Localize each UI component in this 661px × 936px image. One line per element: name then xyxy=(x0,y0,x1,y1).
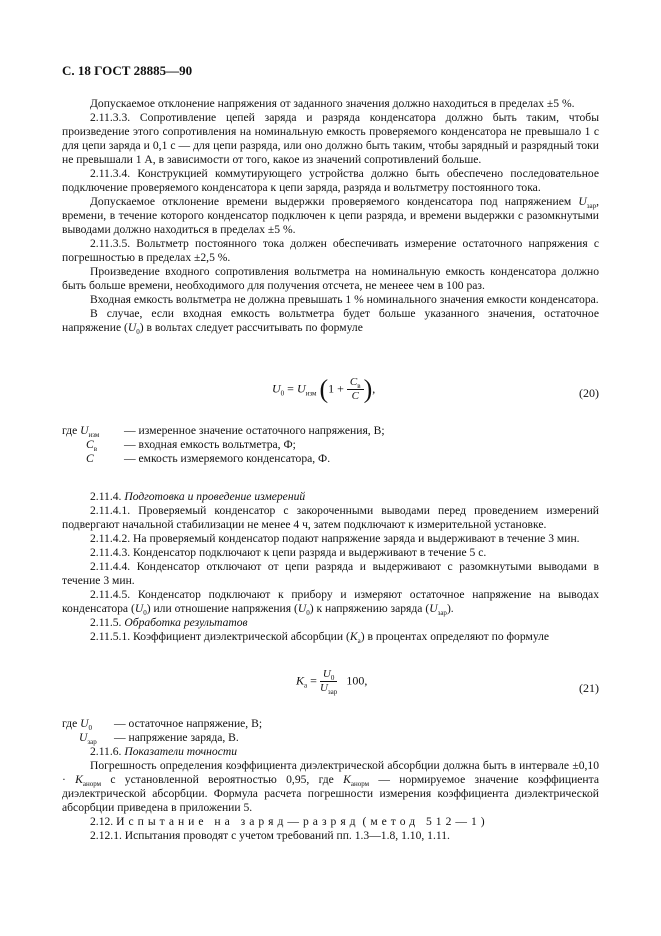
symbol-cell xyxy=(62,438,124,452)
symbol-cell xyxy=(62,731,114,745)
equals: = xyxy=(287,381,297,396)
paragraph-2-11-3-5: 2.11.3.5. Вольтметр постоянного тока должен обеспечивать измерение остаточного напряжения с погрешностью в пределах ±2,5 %. xyxy=(62,237,599,264)
text: 2.11.5. xyxy=(90,616,125,629)
text: , xyxy=(372,381,376,396)
symbol-cell xyxy=(62,424,124,438)
numerator xyxy=(320,668,337,682)
page-header: С. 18 ГОСТ 28885—90 xyxy=(62,63,193,78)
symbol: U xyxy=(127,321,137,334)
subscript: в xyxy=(357,382,361,390)
text: ). xyxy=(446,602,454,615)
formula-body xyxy=(296,668,367,695)
fraction xyxy=(320,668,337,695)
section-heading xyxy=(62,616,599,630)
text: с установленной вероятностью 0,95, где xyxy=(101,773,344,786)
description: — остаточное напряжение, В; xyxy=(114,717,263,730)
paren: ) xyxy=(363,374,373,404)
text-block-1 xyxy=(62,97,599,335)
symbol: U xyxy=(297,602,307,615)
subscript: 0 xyxy=(280,389,285,398)
where-item xyxy=(62,731,599,745)
denominator xyxy=(320,682,337,695)
description: — емкость измеряемого конденсатора, Ф. xyxy=(124,452,331,465)
where-item xyxy=(62,717,599,731)
symbol: U xyxy=(134,602,144,615)
subscript: зар xyxy=(87,738,97,746)
subscript: 0 xyxy=(306,609,310,617)
symbol: U xyxy=(578,195,587,208)
paragraph: Допускаемое отклонение напряжения от заданного значения должно находиться в пределах ±5 %. xyxy=(90,97,575,110)
text: 2.11.4. xyxy=(90,490,125,503)
text: Погрешность определения коэффициента диэлектрической абсорбции должна быть в интервале ±0,10 · xyxy=(62,759,599,786)
text: 100, xyxy=(346,673,368,688)
text: ) в процентах определяют по формуле xyxy=(360,630,550,643)
text-block-3 xyxy=(62,745,599,843)
text: Обработка результатов xyxy=(124,616,248,629)
text: 2.11.6. xyxy=(90,745,125,758)
paren: ( xyxy=(319,374,329,404)
subscript: анорм xyxy=(350,780,370,788)
formula-20 xyxy=(62,376,599,410)
equals: = xyxy=(307,673,320,688)
paragraph: 2.11.4.3. Конденсатор подключают к цепи разряда и выдерживают в течение 5 с. xyxy=(90,546,487,559)
text: , времени, в течение которого конденсатор подключен к цепи разряда, и времени выдержки с разомкнутыми выводами должно находиться в пределах ±5 %. xyxy=(62,195,599,236)
text: Допускаемое отклонение времени выдержки проверяемого конденсатора под напряжением xyxy=(90,195,579,208)
symbol: K xyxy=(349,630,358,643)
text: ) или отношение напряжения ( xyxy=(146,602,298,615)
symbol: C xyxy=(349,376,358,388)
text: 1 + xyxy=(328,381,347,396)
paragraph xyxy=(62,630,599,644)
text: где xyxy=(62,717,81,730)
symbol-cell xyxy=(62,717,114,731)
equation-number: (20) xyxy=(579,386,599,400)
subscript: зар xyxy=(586,202,597,210)
denominator xyxy=(352,390,359,403)
text: ) к напряжению заряда ( xyxy=(309,602,430,615)
where-item xyxy=(62,452,599,466)
paragraph-2-11-3-3: 2.11.3.3. Сопротивление цепей заряда и разряда конденсатора должно быть таким, чтобы произведение этого сопротивления на номинальную емкость проверяемого конденсатора не превышало 1 с для цепи заряда и 0,1 с — для цепи разряда, или оно должно быть таким, чтобы зарядный и разрядный токи не превышали 1 А, в зависимости от того, какое из значений сопротивлений больше. xyxy=(62,111,599,166)
where-item xyxy=(62,438,599,452)
text: 2.12. xyxy=(90,815,117,828)
fraction xyxy=(347,376,364,403)
symbol-cell xyxy=(62,452,124,466)
where-list-20 xyxy=(62,424,599,466)
description: — измеренное значение остаточного напряжения, В; xyxy=(124,424,385,437)
symbol: U xyxy=(322,668,331,680)
symbol: C xyxy=(86,452,94,465)
text: Испытание на заряд—разряд xyxy=(116,815,360,828)
text: Показатели точности xyxy=(124,745,238,758)
equation-number: (21) xyxy=(579,681,599,695)
symbol: U xyxy=(296,381,306,396)
symbol: K xyxy=(296,673,305,688)
paragraph xyxy=(62,195,599,237)
symbol: U xyxy=(319,682,328,694)
section-heading xyxy=(62,815,599,829)
paragraph xyxy=(62,307,599,335)
where-item xyxy=(62,424,599,438)
text: Подготовка и проведение измерений xyxy=(124,490,306,503)
description: — напряжение заряда, В. xyxy=(114,731,239,744)
text: (метод 512—1) xyxy=(362,815,489,828)
symbol: U xyxy=(80,717,89,730)
text: В случае, если входная емкость вольтметра будет больше указанного значения, остаточное напряжение ( xyxy=(62,307,599,334)
subscript: изм xyxy=(305,389,317,398)
symbol: U xyxy=(272,381,281,396)
subscript: 0 xyxy=(136,328,140,336)
subscript: зар xyxy=(437,609,447,617)
text: 2.11.4.5. Конденсатор подключают к прибору и измеряют остаточное напряжение на выводах конденсатора ( xyxy=(62,588,599,615)
numerator xyxy=(347,376,364,390)
paragraph: Входная емкость вольтметра не должна превышать 1 % номинального значения емкости конденсатора. xyxy=(90,293,599,306)
symbol: K xyxy=(343,773,351,786)
subscript: 0 xyxy=(330,674,335,682)
paragraph-2-11-3-4: 2.11.3.4. Конструкцией коммутирующего устройства должно быть обеспечено последовательное подключение проверяемого конденсатора к цепи заряда, разряда и вольтметру постоянного тока. xyxy=(62,167,599,194)
paragraph xyxy=(62,759,599,815)
text-block-2 xyxy=(62,490,599,644)
symbol: U xyxy=(429,602,438,615)
formula-21 xyxy=(62,668,599,702)
text: 2.11.5.1. Коэффициент диэлектрической абсорбции ( xyxy=(90,630,350,643)
paragraph: 2.11.4.1. Проверяемый конденсатор с закороченными выводами перед проведением измерений подвергают начальной стабилизации не менее 4 ч, затем подключают к измерительной установке. xyxy=(62,504,599,531)
symbol: C xyxy=(86,438,94,451)
symbol: C xyxy=(351,390,359,402)
description: — входная емкость вольтметра, Ф; xyxy=(124,438,296,451)
text: — нормируемое значение коэффициента диэлектрической абсорбции. Формула расчета погрешности измерения коэффициента диэлектрической абсорбции приведена в приложении 5. xyxy=(62,773,599,814)
paragraph: 2.11.4.4. Конденсатор отключают от цепи разряда и выдерживают с разомкнутыми выводами в течение 3 мин. xyxy=(62,560,599,587)
paragraph: Произведение входного сопротивления вольтметра на номинальную емкость конденсатора должно быть больше времени, необходимого для получения отсчета, не менеее чем в 100 раз. xyxy=(62,265,599,292)
symbol: K xyxy=(75,773,83,786)
section-heading xyxy=(62,490,599,504)
subscript: 0 xyxy=(143,609,147,617)
symbol: U xyxy=(80,424,89,437)
formula-body xyxy=(272,376,375,403)
subscript: 0 xyxy=(88,724,92,732)
text: где xyxy=(62,424,81,437)
subscript: а xyxy=(304,681,308,690)
where-list-21 xyxy=(62,717,599,745)
paragraph: 2.11.4.2. На проверяемый конденсатор подают напряжение заряда и выдерживают в течение 3 мин. xyxy=(90,532,580,545)
paragraph xyxy=(62,588,599,616)
paragraph: 2.12.1. Испытания проводят с учетом требований пп. 1.3—1.8, 1.10, 1.11. xyxy=(90,829,450,842)
symbol: U xyxy=(79,731,88,744)
subscript: изм xyxy=(88,431,100,439)
subscript: анорм xyxy=(82,780,102,788)
subscript: в xyxy=(93,445,98,453)
subscript: зар xyxy=(327,688,338,696)
subscript: а xyxy=(357,637,361,645)
section-heading xyxy=(62,745,599,759)
text: ) в вольтах следует рассчитывать по формуле xyxy=(139,321,363,334)
